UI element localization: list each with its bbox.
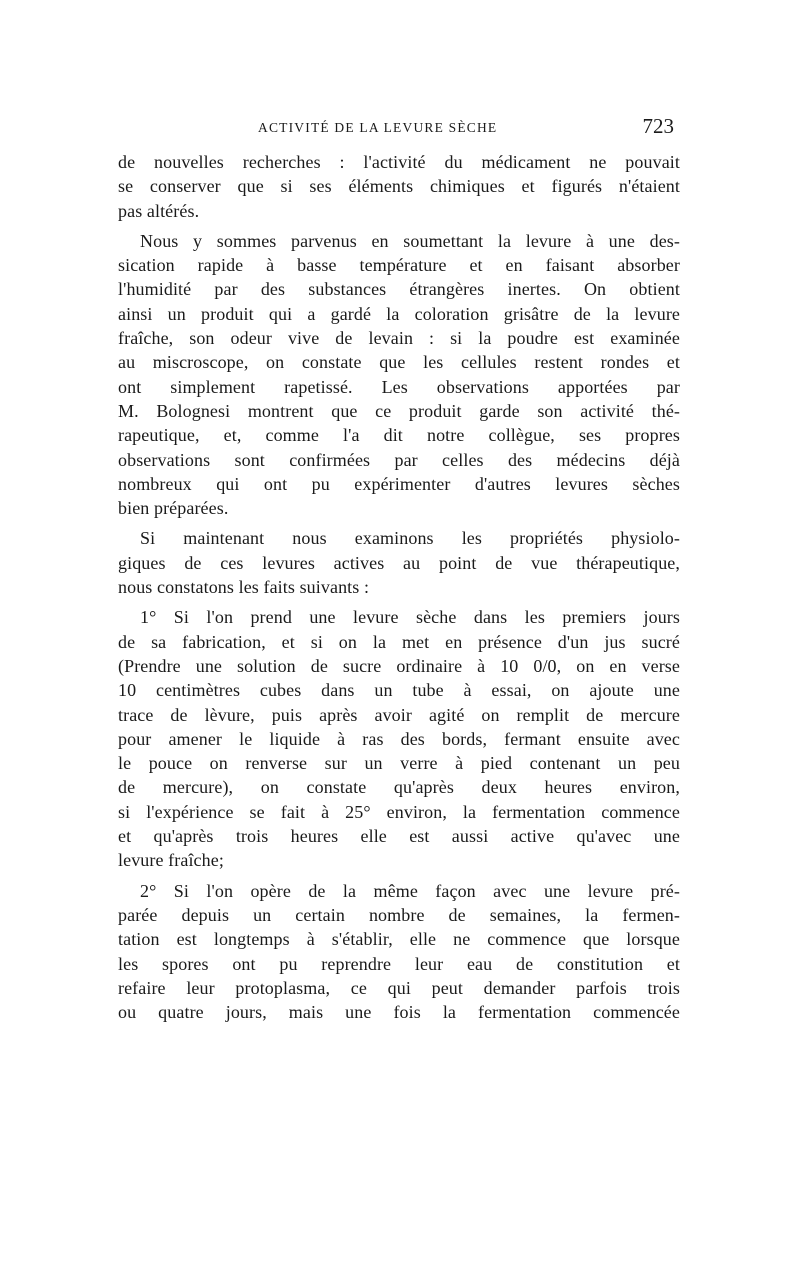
page-number: 723	[642, 114, 674, 138]
text-line: nous constatons les faits suivants :	[118, 577, 370, 598]
text-line: observations sont confirmées par celles des médecins déjà	[118, 449, 680, 470]
text-line: parée depuis un certain nombre de semaines, la fermen-	[118, 904, 680, 925]
text-line: 10 centimètres cubes dans un tube à essai, on ajoute une	[118, 680, 680, 701]
text-line: de nouvelles recherches : l'activité du médicament ne pouvait	[118, 152, 680, 172]
text-line: si l'expérience se fait à 25° environ, la fermentation commence	[118, 801, 680, 822]
text-line: les spores ont pu reprendre leur eau de constitution et	[118, 953, 680, 974]
text-line: et qu'après trois heures elle est aussi active qu'avec une	[118, 826, 680, 847]
text-line: ainsi un produit qui a gardé la coloration grisâtre de la levure	[118, 303, 680, 324]
text-line: sication rapide à basse température et en faisant absorber	[118, 255, 680, 276]
text-line: 1° Si l'on prend une levure sèche dans les premiers jours	[140, 607, 680, 628]
text-line: de mercure), on constate qu'après deux heures environ,	[118, 777, 680, 798]
paragraph	[118, 150, 680, 223]
text-line: pour amener le liquide à ras des bords, fermant ensuite avec	[118, 728, 680, 749]
paragraph	[118, 526, 680, 599]
text-line: pas altérés.	[118, 200, 200, 221]
page-header	[118, 114, 678, 144]
text-line: trace de lèvure, puis après avoir agité on remplit de mercure	[118, 704, 680, 725]
text-line: Nous y sommes parvenus en soumettant la levure à une des-	[140, 230, 680, 251]
text-line: le pouce on renverse sur un verre à pied contenant un peu	[118, 753, 680, 774]
paragraph	[118, 229, 680, 521]
text-line: de sa fabrication, et si on la met en présence d'un jus sucré	[118, 631, 680, 652]
text-line: levure fraîche;	[118, 850, 224, 871]
text-line: ou quatre jours, mais une fois la fermentation commencée	[118, 1002, 680, 1023]
text-line: bien préparées.	[118, 498, 229, 519]
text-line: l'humidité par des substances étrangères inertes. On obtient	[118, 279, 680, 300]
paragraph	[118, 605, 680, 872]
text-line: ont simplement rapetissé. Les observations apportées par	[118, 376, 680, 397]
text-line: nombreux qui ont pu expérimenter d'autres levures sèches	[118, 473, 680, 494]
body-text	[118, 150, 680, 1030]
text-line: au miscroscope, on constate que les cellules restent rondes et	[118, 352, 680, 373]
running-title: ACTIVITÉ DE LA LEVURE SÈCHE	[258, 120, 498, 135]
text-line: fraîche, son odeur vive de levain : si la poudre est examinée	[118, 328, 680, 349]
text-line: refaire leur protoplasma, ce qui peut demander parfois trois	[118, 977, 680, 998]
text-line: tation est longtemps à s'établir, elle ne commence que lorsque	[118, 929, 680, 950]
text-line: M. Bolognesi montrent que ce produit garde son activité thé-	[118, 400, 680, 421]
text-line: 2° Si l'on opère de la même façon avec une levure pré-	[140, 880, 680, 901]
paragraph	[118, 879, 680, 1025]
text-line: (Prendre une solution de sucre ordinaire à 10 0/0, on en verse	[118, 655, 680, 676]
text-line: Si maintenant nous examinons les propriétés physiolo-	[140, 528, 680, 549]
text-line: giques de ces levures actives au point de vue thérapeutique,	[118, 552, 680, 573]
text-line: rapeutique, et, comme l'a dit notre collègue, ses propres	[118, 425, 680, 446]
text-line: se conserver que si ses éléments chimiques et figurés n'étaient	[118, 176, 680, 197]
